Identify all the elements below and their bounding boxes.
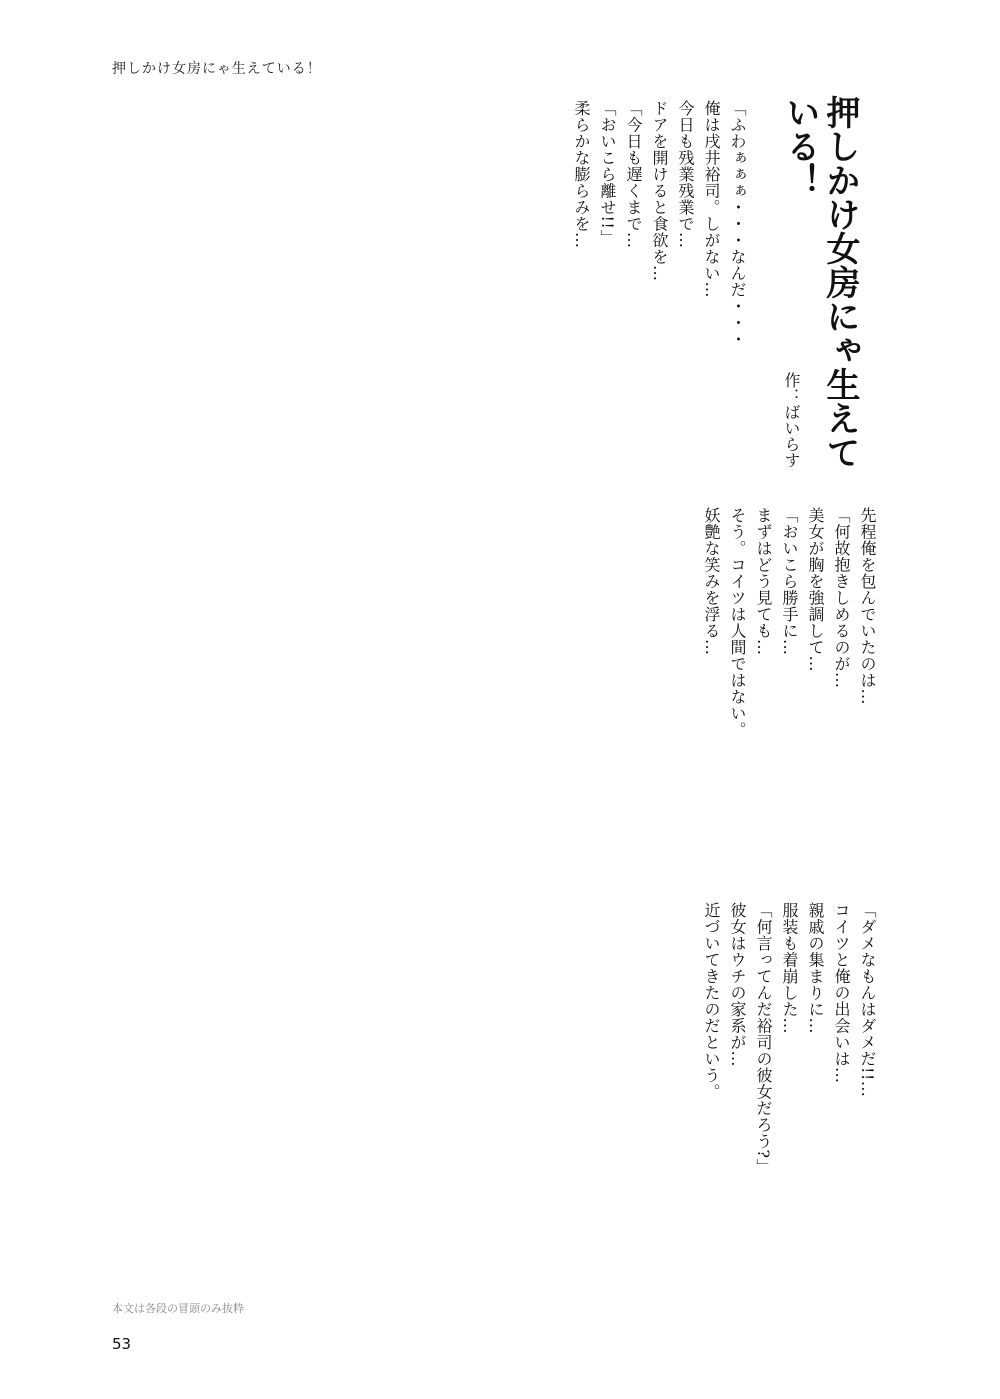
text-column: 近づいてきたのだという。: [702, 902, 721, 1100]
text-column: 彼女はウチの家系が…: [728, 902, 747, 1067]
text-column: 親戚の集まりに…: [806, 902, 825, 1034]
text-column: 先程俺を包んでいたのは…: [858, 507, 877, 705]
text-column: 「ダメなもんはダメだ!!…: [858, 902, 877, 1098]
text-column: 美女が胸を強調して…: [806, 507, 825, 672]
text-column: 柔らかな膨らみを…: [572, 100, 591, 249]
text-column: 「ふわぁぁぁ・・・なんだ・・・: [728, 100, 747, 348]
text-column: ドアを開けると食欲を…: [650, 100, 669, 282]
text-column: まずはどう見ても…: [754, 507, 773, 656]
author-credit: 作：ばいらす: [782, 372, 801, 468]
page-number: 53: [112, 1335, 132, 1353]
text-tier-3: [110, 902, 880, 1282]
text-column: そう。コイツは人間ではない。: [728, 507, 747, 738]
running-header: 押しかけ女房にゃ生えている！: [112, 61, 322, 77]
text-column: 妖艶な笑みを浮る…: [702, 507, 721, 656]
text-column: 「おいこら離せ!!」: [598, 100, 617, 246]
text-column: 「今日も遅くまで…: [624, 100, 643, 249]
text-column: 「おいこら勝手に…: [780, 507, 799, 656]
text-column: コイツと俺の出会いは…: [832, 902, 851, 1084]
text-tier-2: [110, 507, 880, 877]
text-column: 今日も残業残業で…: [676, 100, 695, 249]
text-column: 服装も着崩した…: [780, 902, 799, 1034]
story-title: 押しかけ女房にゃ生えている！: [780, 95, 860, 469]
text-column: 「何故抱きしめるのが…: [832, 507, 851, 689]
text-tier-1: [110, 100, 750, 500]
text-column: 「何言ってんだ裕司の彼女だろう?」: [754, 902, 773, 1176]
excerpt-note: 本文は各段の冒頭のみ抜粋: [112, 1302, 244, 1315]
text-column: 俺は戌井裕司。しがない…: [702, 100, 721, 298]
